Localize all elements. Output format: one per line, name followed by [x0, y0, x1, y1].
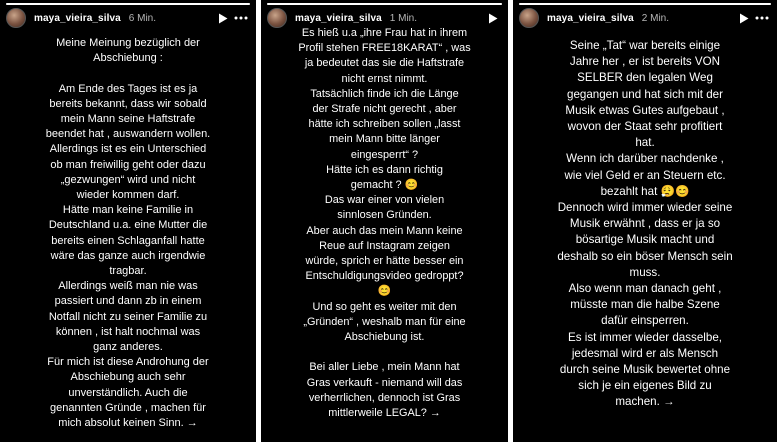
story-panel-3[interactable] [513, 0, 777, 442]
play-icon[interactable] [484, 9, 502, 27]
username[interactable]: maya_vieira_silva [295, 12, 382, 24]
more-options-icon[interactable] [753, 9, 771, 27]
story-progress-bar [6, 3, 250, 5]
play-icon[interactable] [214, 9, 232, 27]
play-icon[interactable] [735, 9, 753, 27]
story-text: Es hieß u.a „ihre Frau hat in ihrem Profil stehen FREE18KARAT“ , was ja bedeutet das sie die Haftstrafe nicht ernst nimmt. Tatsächlich finde ich die Länge der Strafe nicht gerecht , aber hätte ich schreiben sollen „lasst mein Mann bitte länger eingesperrt“ ? Hätte ich es dann richtig gemacht ? 😊 Das war einer von vielen sinnlosen Gründen. Aber auch das mein Mann keine Reue auf Instagram zeigen würde, sprich er hätte besser ein Entschuldigungsvideo gedroppt? 😊 Und so geht es weiter mit den „Gründen“ , weshalb man für eine Abschiebung ist. Bei aller Liebe , mein Mann hat Gras verkauft - niemand will das verherrlichen, dennoch ist Gras mittlerweile LEGAL? → [298, 27, 471, 420]
username[interactable]: maya_vieira_silva [34, 12, 121, 24]
more-options-icon[interactable] [232, 9, 250, 27]
story-text: Seine „Tat“ war bereits einige Jahre her , er ist bereits VON SELBER den legalen Weg gegangen und hat sich mit der Musik etwas Gutes aufgebaut , wovon der Staat sehr profitiert hat. Wenn ich darüber nachdenke , wie viel Geld er an Steuern etc. bezahlt hat 😮‍💨😊 Dennoch wird immer wieder seine Musik erwähnt , dass er ja so bösartige Musik macht und deshalb so ein böser Mensch sein muss. Also wenn man danach geht , müsste man die halbe Szene dafür einsperren. Es ist immer wieder dasselbe, jedesmal wird er als Mensch durch seine Musik bewertet ohne sich je ein eigenes Bild zu machen. → [557, 39, 733, 409]
post-time: 1 Min. [389, 12, 418, 24]
avatar[interactable] [519, 8, 539, 28]
story-header [519, 7, 771, 29]
post-time: 6 Min. [128, 12, 157, 24]
story-text: Meine Meinung bezüglich der Abschiebung : Am Ende des Tages ist es ja bereits bekannt, dass wir sobald mein Mann seine Haftstrafe beendet hat , auswandern wollen. Allerdings ist es ein Unterschied ob man freiwillig geht oder dazu „gezwungen“ wird und nicht wieder kommen darf. Hätte man keine Familie in Deutschland u.a. eine Mutter die bereits einen Schlaganfall hatte wäre das ganze auch irgendwie tragbar. Allerdings weiß man nie was passiert und dann zb in einem Notfall nicht zu seiner Familie zu können , ist halt nochmal was ganz anderes. Für mich ist diese Androhung der Abschiebung auch sehr unverständlich. Auch die genannten Gründe , machen für mich absolut keinen Sinn. → [45, 37, 211, 430]
story-panel-1[interactable] [0, 0, 256, 442]
avatar[interactable] [6, 8, 26, 28]
username[interactable]: maya_vieira_silva [547, 12, 634, 24]
story-panel-2[interactable] [261, 0, 508, 442]
post-time: 2 Min. [641, 12, 670, 24]
story-header [6, 7, 250, 29]
avatar[interactable] [267, 8, 287, 28]
story-progress-bar [267, 3, 502, 5]
story-progress-bar [519, 3, 771, 5]
